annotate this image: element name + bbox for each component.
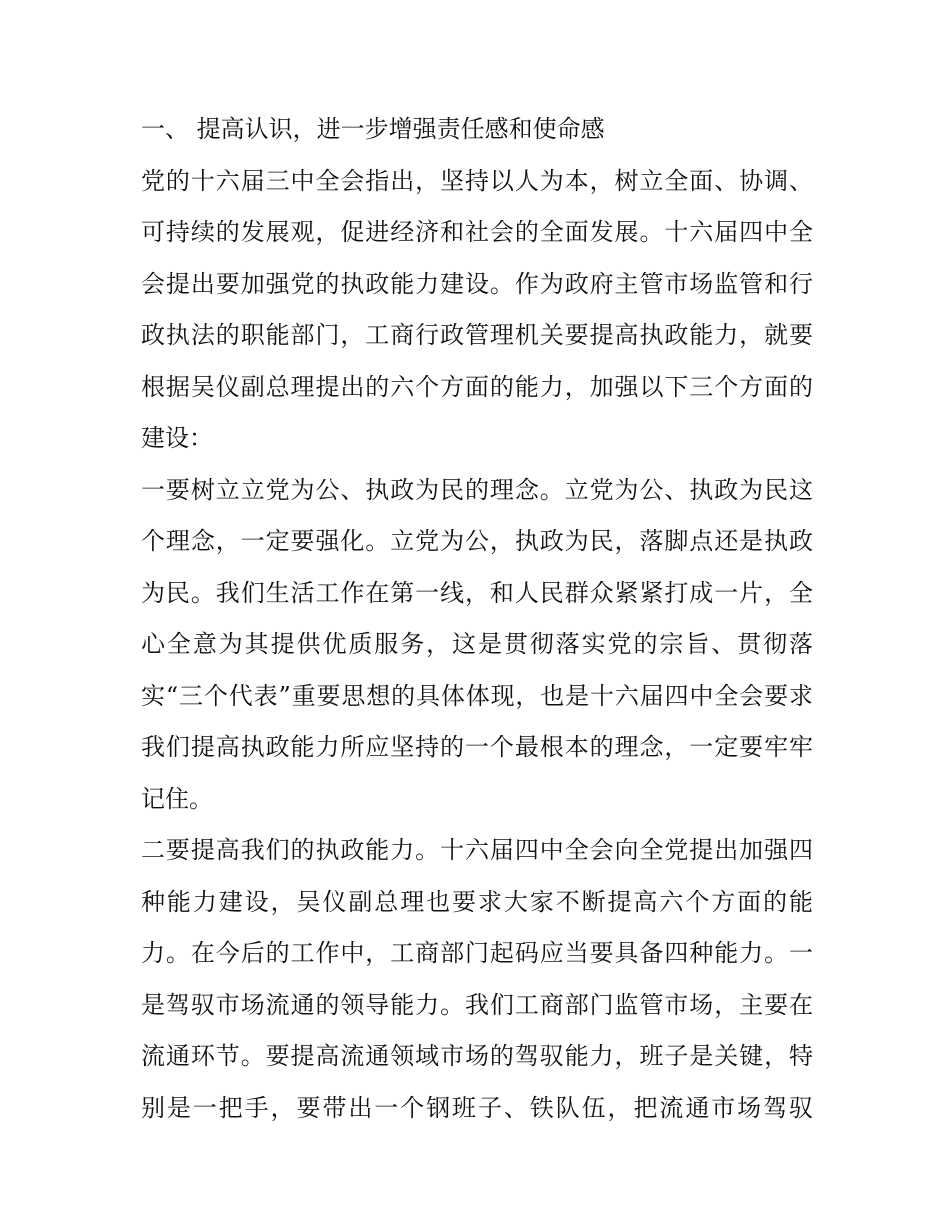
text-line: 种能力建设，吴仪副总理也要求大家不断提高六个方面的能 (141, 887, 813, 916)
text-line: 建设： (141, 424, 213, 452)
text-line: 政执法的职能部门，工商行政管理机关要提高执政能力，就要 (141, 321, 813, 349)
text-line: 为民。我们生活工作在第一线，和人民群众紧紧打成一片，全 (141, 578, 813, 607)
text-line: 个理念，一定要强化。立党为公，执政为民，落脚点还是执政 (141, 527, 813, 555)
text-line: 别是一把手，要带出一个钢班子、铁队伍，把流通市场驾驭 (141, 1093, 813, 1122)
text-line: 实“三个代表”重要思想的具体体现，也是十六届四中全会要求 (141, 681, 813, 710)
text-line: 根据吴仪副总理提出的六个方面的能力，加强以下三个方面的 (141, 372, 813, 401)
text-line: 我们提高执政能力所应坚持的一个最根本的理念，一定要牢牢 (141, 733, 813, 761)
text-line: 流通环节。要提高流通领域市场的驾驭能力，班子是关键，特 (141, 1042, 813, 1070)
text-line: 是驾驭市场流通的领导能力。我们工商部门监管市场，主要在 (141, 990, 813, 1019)
text-line: 党的十六届三中全会指出，坚持以人为本，树立全面、协调、 (141, 166, 813, 195)
document-body (141, 104, 813, 1134)
heading-line: 一、 提高认识，进一步增强责任感和使命感 (141, 115, 605, 143)
text-line: 会提出要加强党的执政能力建设。作为政府主管市场监管和行 (141, 269, 813, 298)
text-line: 力。在今后的工作中，工商部门起码应当要具备四种能力。一 (141, 939, 813, 967)
text-line: 可持续的发展观，促进经济和社会的全面发展。十六届四中全 (141, 218, 813, 246)
text-line: 记住。 (141, 784, 213, 813)
text-line: 二要提高我们的执政能力。十六届四中全会向全党提出加强四 (141, 836, 813, 864)
text-line: 心全意为其提供优质服务，这是贯彻落实党的宗旨、贯彻落 (141, 630, 813, 658)
text-line: 一要树立立党为公、执政为民的理念。立党为公、执政为民这 (141, 475, 813, 504)
